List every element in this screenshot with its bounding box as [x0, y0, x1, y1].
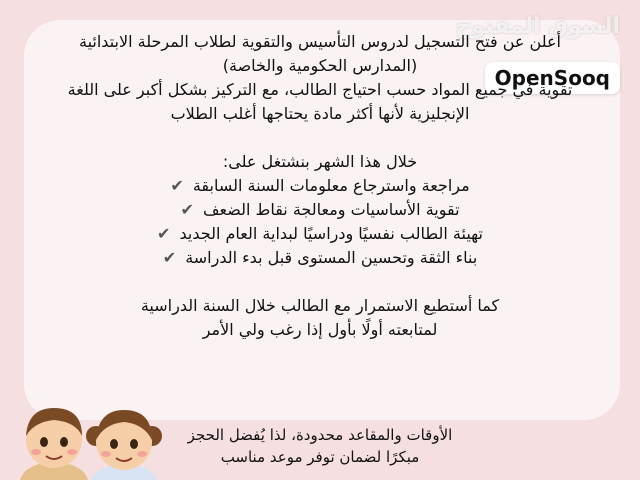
- checklist-item-text: بناء الثقة وتحسين المستوى قبل بدء الدراسة: [185, 248, 478, 267]
- booking-line-2: مبكرًا لضمان توفر موعد مناسب: [220, 448, 420, 466]
- intro-line-3: تقوية في جميع المواد حسب احتياج الطالب، مع التركيز بشكل أكبر على اللغة: [67, 80, 573, 99]
- intro-line-2: (المدارس الحكومية والخاصة): [222, 56, 418, 75]
- check-icon: ✔: [157, 224, 171, 243]
- follow-line-2: لمتابعته أولًا بأول إذا رغب ولي الأمر: [202, 320, 438, 339]
- checklist-item-text: تهيئة الطالب نفسيًا ودراسيًا لبداية العام الجديد: [179, 224, 483, 243]
- children-illustration: [6, 396, 172, 480]
- intro-line-1: أعلن عن فتح التسجيل لدروس التأسيس والتقوية لطلاب المرحلة الابتدائية: [79, 32, 561, 51]
- boy-illustration: [20, 408, 88, 480]
- check-icon: ✔: [170, 176, 184, 195]
- announcement-content: [40, 30, 600, 342]
- checklist-item: [40, 198, 600, 222]
- intro-line-4: الإنجليزية لأنها أكثر مادة يحتاجها أغلب الطلاب: [170, 104, 470, 123]
- opensooq-logo: OpenSooq: [485, 62, 620, 94]
- checklist-item-text: تقوية الأساسيات ومعالجة نقاط الضعف: [202, 200, 460, 219]
- watermark-text: السوق المفتوح: [455, 14, 620, 39]
- booking-line-1: الأوقات والمقاعد محدودة، لذا يُفضل الحجز: [187, 426, 453, 444]
- girl-illustration: [86, 410, 162, 480]
- follow-line-1: كما أستطيع الاستمرار مع الطالب خلال السنة الدراسية: [140, 296, 500, 315]
- check-icon: ✔: [162, 248, 177, 267]
- checklist-item: [40, 222, 600, 246]
- month-heading: خلال هذا الشهر بنشتغل على:: [222, 152, 418, 171]
- checklist-item: [40, 246, 600, 270]
- checklist-item: [40, 174, 600, 198]
- booking-note: [170, 424, 470, 468]
- check-icon: ✔: [180, 200, 194, 219]
- checklist-item-text: مراجعة واسترجاع معلومات السنة السابقة: [192, 176, 470, 195]
